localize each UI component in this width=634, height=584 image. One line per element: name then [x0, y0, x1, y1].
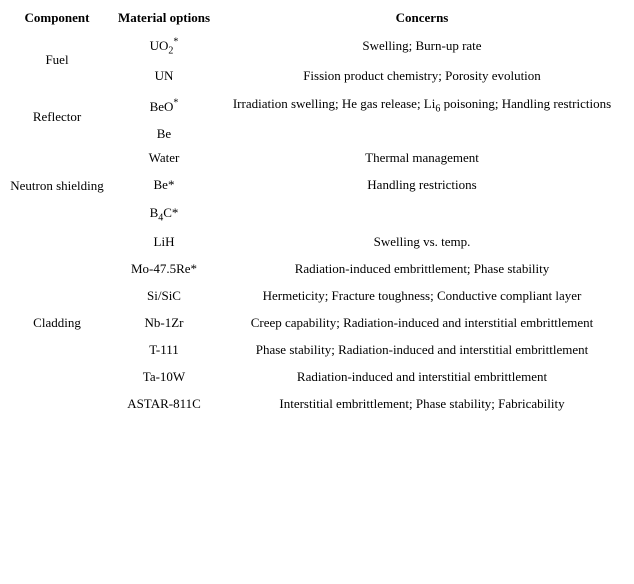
table-row [2, 144, 628, 171]
material-si-sic: Si/SiC [147, 287, 181, 303]
material-uo2 [112, 30, 216, 61]
table-row [2, 90, 628, 124]
material-lih: LiH [153, 233, 175, 249]
table-row [2, 228, 628, 255]
component-neutron-shielding: Neutron shielding [10, 178, 104, 193]
concerns-un: Fission product chemistry; Porosity evolution [303, 67, 541, 83]
material-be-star: Be* [153, 176, 175, 192]
material-b4c-b: C* [163, 205, 179, 220]
material-beo-sup: * [173, 97, 179, 109]
header-concerns: Concerns [395, 10, 449, 25]
material-water: Water [148, 149, 180, 165]
component-reflector: Reflector [32, 109, 82, 124]
concerns-beo-b: poisoning; Handling restrictions [440, 96, 612, 111]
material-b4c [112, 198, 216, 228]
material-b4c-sub: 4 [158, 212, 164, 224]
header-component: Component [24, 10, 90, 25]
concerns-beo-sub: 6 [435, 103, 441, 115]
material-uo2-sub: 2 [168, 45, 174, 57]
concerns-water: Thermal management [365, 149, 479, 165]
header-material-options: Material options [117, 10, 211, 25]
material-uo2-base: UO [149, 37, 169, 53]
component-cladding: Cladding [33, 314, 81, 330]
material-beo-base: BeO [149, 99, 174, 114]
material-ta-w: Ta-10W [142, 368, 186, 384]
material-mo-re: Mo-47.5Re* [130, 260, 198, 276]
concerns-ta-w: Radiation-induced and interstitial embrittlement [296, 368, 548, 384]
material-beo [112, 90, 216, 124]
material-un: UN [154, 67, 174, 83]
concerns-astar: Interstitial embrittlement; Phase stability; Fabricability [279, 395, 565, 411]
concerns-t111: Phase stability; Radiation-induced and interstitial embrittlement [255, 341, 589, 357]
material-astar: ASTAR-811C [127, 395, 201, 411]
header-row [2, 6, 628, 30]
material-uo2-sup: * [173, 36, 179, 48]
concerns-mo-re: Radiation-induced embrittlement; Phase stability [294, 260, 550, 276]
concerns-uo2: Swelling; Burn-up rate [362, 37, 482, 53]
material-be: Be [156, 126, 172, 141]
component-fuel: Fuel [45, 52, 69, 67]
materials-table [2, 6, 628, 417]
concerns-beo-a: Irradiation swelling; He gas release; Li [232, 96, 436, 111]
concerns-be-star: Handling restrictions [367, 176, 477, 192]
concerns-nb-zr: Creep capability; Radiation-induced and interstitial embrittlement [250, 314, 594, 330]
concerns-si-sic: Hermeticity; Fracture toughness; Conductive compliant layer [262, 287, 582, 303]
concerns-reflector [216, 90, 628, 144]
material-b4c-a: B [149, 205, 159, 220]
material-t111: T-111 [149, 341, 179, 357]
concerns-b4c [216, 198, 628, 228]
table-row [2, 30, 628, 61]
concerns-lih: Swelling vs. temp. [373, 233, 471, 249]
material-nb-zr: Nb-1Zr [144, 314, 184, 330]
